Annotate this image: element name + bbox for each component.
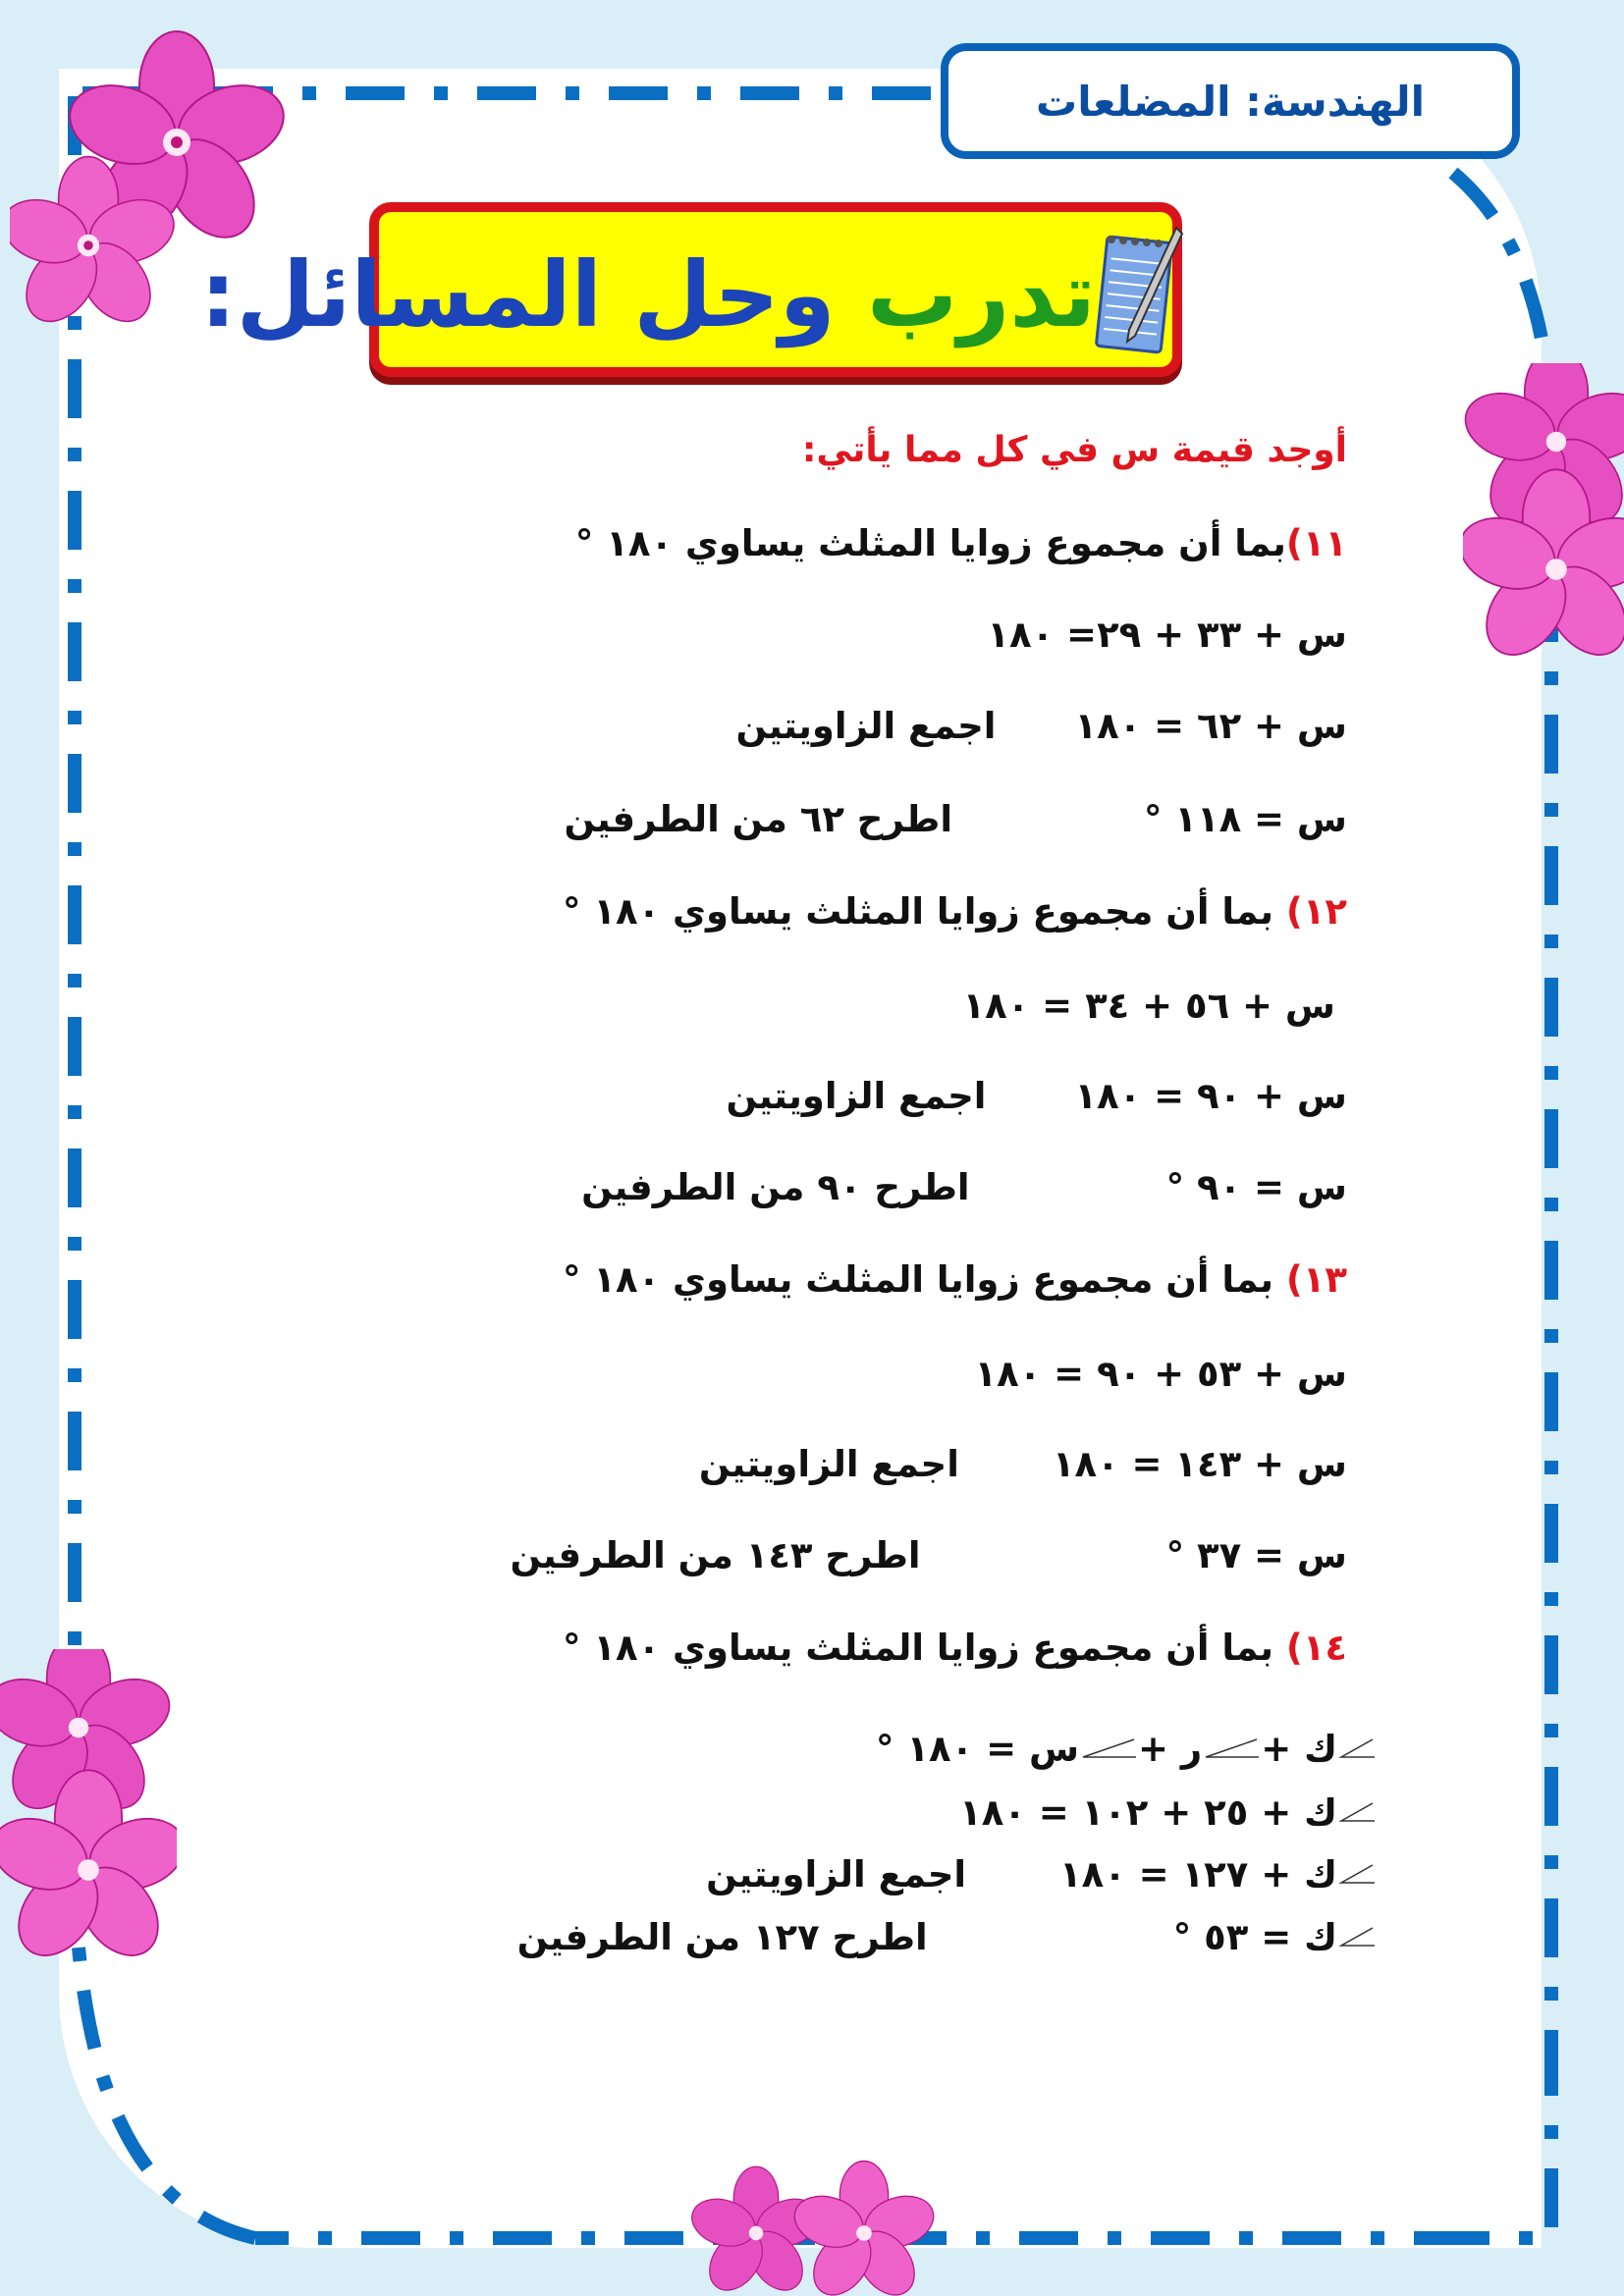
equation: ك = ٥٣ °	[1172, 1916, 1337, 1958]
problem-statement: بما أن مجموع زوايا المثلث يساوي ١٨٠ °	[563, 1627, 1286, 1669]
flower-decoration-left	[0, 1649, 177, 1973]
topic-header-box	[941, 43, 1520, 159]
step-note: اجمع الزاويتين	[726, 1075, 987, 1117]
angle-equation-line	[706, 1853, 1377, 1896]
angle-equation-line	[517, 1916, 1377, 1958]
intro-instruction: أوجد قيمة س في كل مما يأتي:	[802, 430, 1347, 470]
flower-decoration-right	[1463, 363, 1624, 677]
step-note: اجمع الزاويتين	[698, 1443, 959, 1485]
equation-line	[727, 1075, 1348, 1117]
angle-symbol-icon	[1202, 1735, 1261, 1761]
problem-statement: بما أن مجموع زوايا المثلث يساوي ١٨٠ °	[574, 522, 1286, 564]
angle-symbol-icon	[1337, 1924, 1377, 1949]
equation-line	[565, 798, 1347, 840]
problem-statement: بما أن مجموع زوايا المثلث يساوي ١٨٠ °	[563, 1258, 1286, 1301]
angle-equation-line	[959, 1791, 1377, 1834]
equation: س = ٣٧ °	[1165, 1534, 1347, 1576]
equation-line: س + ٣٣ + ٢٩= ١٨٠	[987, 614, 1347, 656]
step-note: اجمع الزاويتين	[735, 705, 997, 747]
problem-number: ١٣)	[1285, 1258, 1347, 1301]
problem-number: ١٤)	[1285, 1627, 1347, 1669]
topic-title: الهندسة: المضلعات	[1035, 77, 1426, 126]
angle-symbol-icon	[1337, 1861, 1377, 1887]
equation: س + ٦٢ = ١٨٠	[1074, 705, 1347, 747]
banner-title	[199, 222, 1096, 369]
problem-13-statement	[563, 1258, 1347, 1301]
problem-14-statement	[563, 1627, 1347, 1669]
problem-11-statement	[575, 522, 1347, 564]
flower-decoration-bottom	[677, 2160, 972, 2296]
equation: س + ٩٠ = ١٨٠	[1074, 1075, 1347, 1117]
angle-symbol-icon	[1337, 1735, 1377, 1761]
section-banner	[199, 202, 1182, 377]
equation: س = ٩٠ °	[1165, 1166, 1347, 1208]
equation: ك + ٢٥ + ١٠٢ = ١٨٠	[959, 1791, 1337, 1834]
equation-line	[736, 705, 1348, 747]
step-note: اطرح ٩٠ من الطرفين	[581, 1166, 970, 1208]
angle-equation-line	[876, 1728, 1377, 1770]
equation: س = ١١٨ °	[1144, 798, 1347, 840]
step-note: اجمع الزاويتين	[706, 1853, 967, 1896]
equation-line	[511, 1534, 1347, 1576]
problem-statement: بما أن مجموع زوايا المثلث يساوي ١٨٠ °	[563, 890, 1286, 933]
equation-line	[699, 1443, 1347, 1485]
problem-number: ١٢)	[1285, 890, 1347, 933]
step-note: اطرح ١٢٧ من الطرفين	[516, 1916, 928, 1958]
equation: ك + ١٢٧ = ١٨٠	[1059, 1853, 1337, 1896]
step-note: اطرح ٦٢ من الطرفين	[564, 798, 953, 840]
angle-symbol-icon	[1079, 1735, 1138, 1761]
step-note: اطرح ١٤٣ من الطرفين	[510, 1534, 921, 1576]
banner-title-part2: وحل المسائل:	[199, 242, 867, 347]
equation: س + ١٤٣ = ١٨٠	[1052, 1443, 1347, 1485]
angle-r: ر +	[1138, 1728, 1203, 1770]
flower-decoration-top-left	[10, 20, 304, 334]
angle-k: ك +	[1261, 1728, 1337, 1770]
angle-s: س = ١٨٠ °	[876, 1728, 1080, 1770]
equation-line: س + ٥٣ + ٩٠ = ١٨٠	[974, 1353, 1347, 1395]
equation-line: س + ٥٦ + ٣٤ = ١٨٠	[962, 985, 1335, 1027]
problem-12-statement	[563, 890, 1347, 933]
banner-title-part1: تدرب	[866, 242, 1096, 347]
angle-symbol-icon	[1337, 1799, 1377, 1825]
problem-number: ١١)	[1285, 522, 1347, 564]
notepad-pencil-icon	[1092, 218, 1186, 365]
equation-line	[581, 1166, 1347, 1208]
